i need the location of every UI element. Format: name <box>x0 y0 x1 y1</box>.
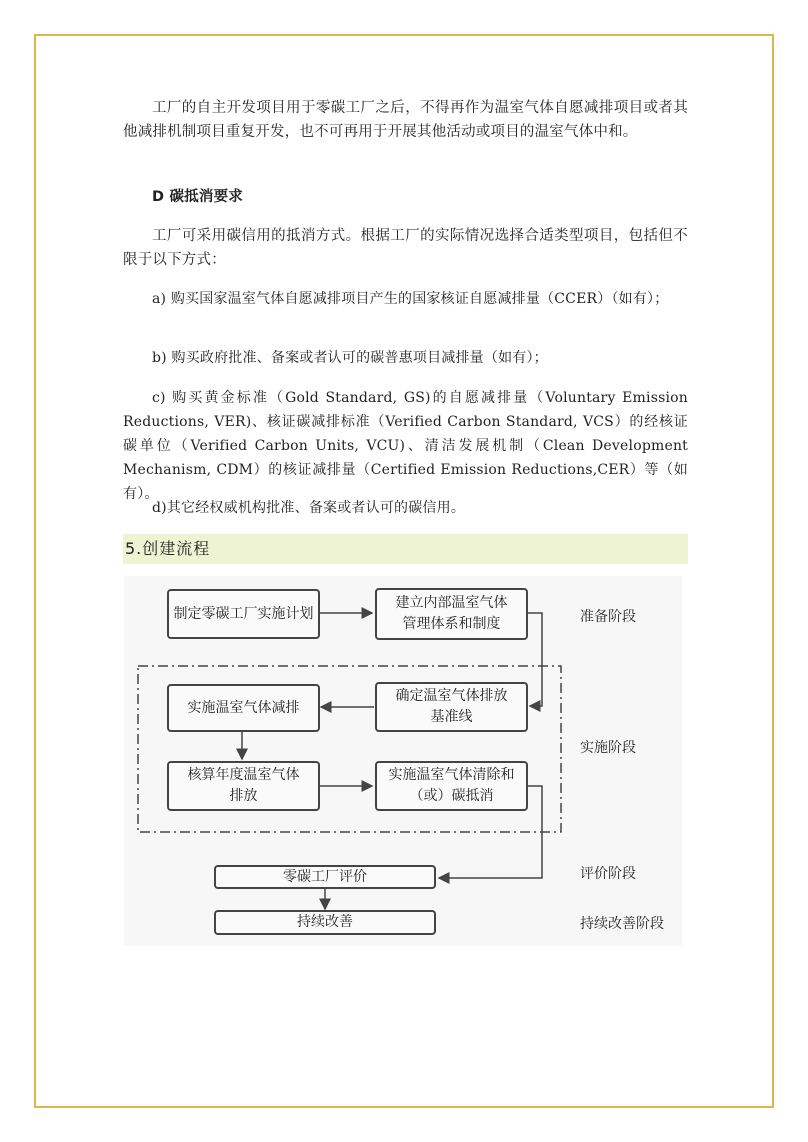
subsection-title-offset: D 碳抵消要求 <box>152 189 243 205</box>
section-heading: 5.创建流程 <box>123 534 688 564</box>
list-item-b: b) 购买政府批准、备案或者认可的碳普惠项目减排量（如有）； <box>152 350 548 366</box>
box-system: 建立内部温室气体管理体系和制度 <box>375 588 528 640</box>
box-offset: 实施温室气体清除和（或）碳抵消 <box>375 761 528 811</box>
box-improve: 持续改善 <box>214 910 436 935</box>
box-reduce: 实施温室气体减排 <box>167 684 320 732</box>
list-item-c: c) 购买黄金标准（Gold Standard, GS)的自愿减排量（Voluntary Emission Reductions, VER)、核证碳减排标准（Verified Carbon Standard, VCS）的经核证碳单位（Verified Carbon Units, VCU)、清洁发展机制（Clean Development Mechanism, CDM）的核证减排量（Certified Emission Reductions,CER）等（如有）。 <box>123 390 688 502</box>
paragraph-self-developed-projects: 工厂的自主开发项目用于零碳工厂之后，不得再作为温室气体自愿减排项目或者其他减排机制项目重复开发，也不可再用于开展其他活动或项目的温室气体中和。 <box>123 100 688 140</box>
stage-label-evaluate: 评价阶段 <box>580 866 636 882</box>
stage-label-improve: 持续改善阶段 <box>580 916 664 932</box>
paragraph-offset-intro: 工厂可采用碳信用的抵消方式。根据工厂的实际情况选择合适类型项目，包括但不限于以下方式： <box>123 228 688 268</box>
box-plan: 制定零碳工厂实施计划 <box>167 589 320 639</box>
arrow-system-to-baseline <box>528 613 542 706</box>
box-baseline: 确定温室气体排放基准线 <box>375 682 528 732</box>
stage-label-implement: 实施阶段 <box>580 740 636 756</box>
box-evaluate: 零碳工厂评价 <box>214 865 436 889</box>
creation-flowchart <box>124 576 682 946</box>
box-account: 核算年度温室气体排放 <box>167 761 320 811</box>
list-item-a: a) 购买国家温室气体自愿减排项目产生的国家核证自愿减排量（CCER）（如有）； <box>152 291 669 307</box>
stage-label-prepare: 准备阶段 <box>580 609 636 625</box>
list-item-d: d)其它经权威机构批准、备案或者认可的碳信用。 <box>152 500 466 516</box>
